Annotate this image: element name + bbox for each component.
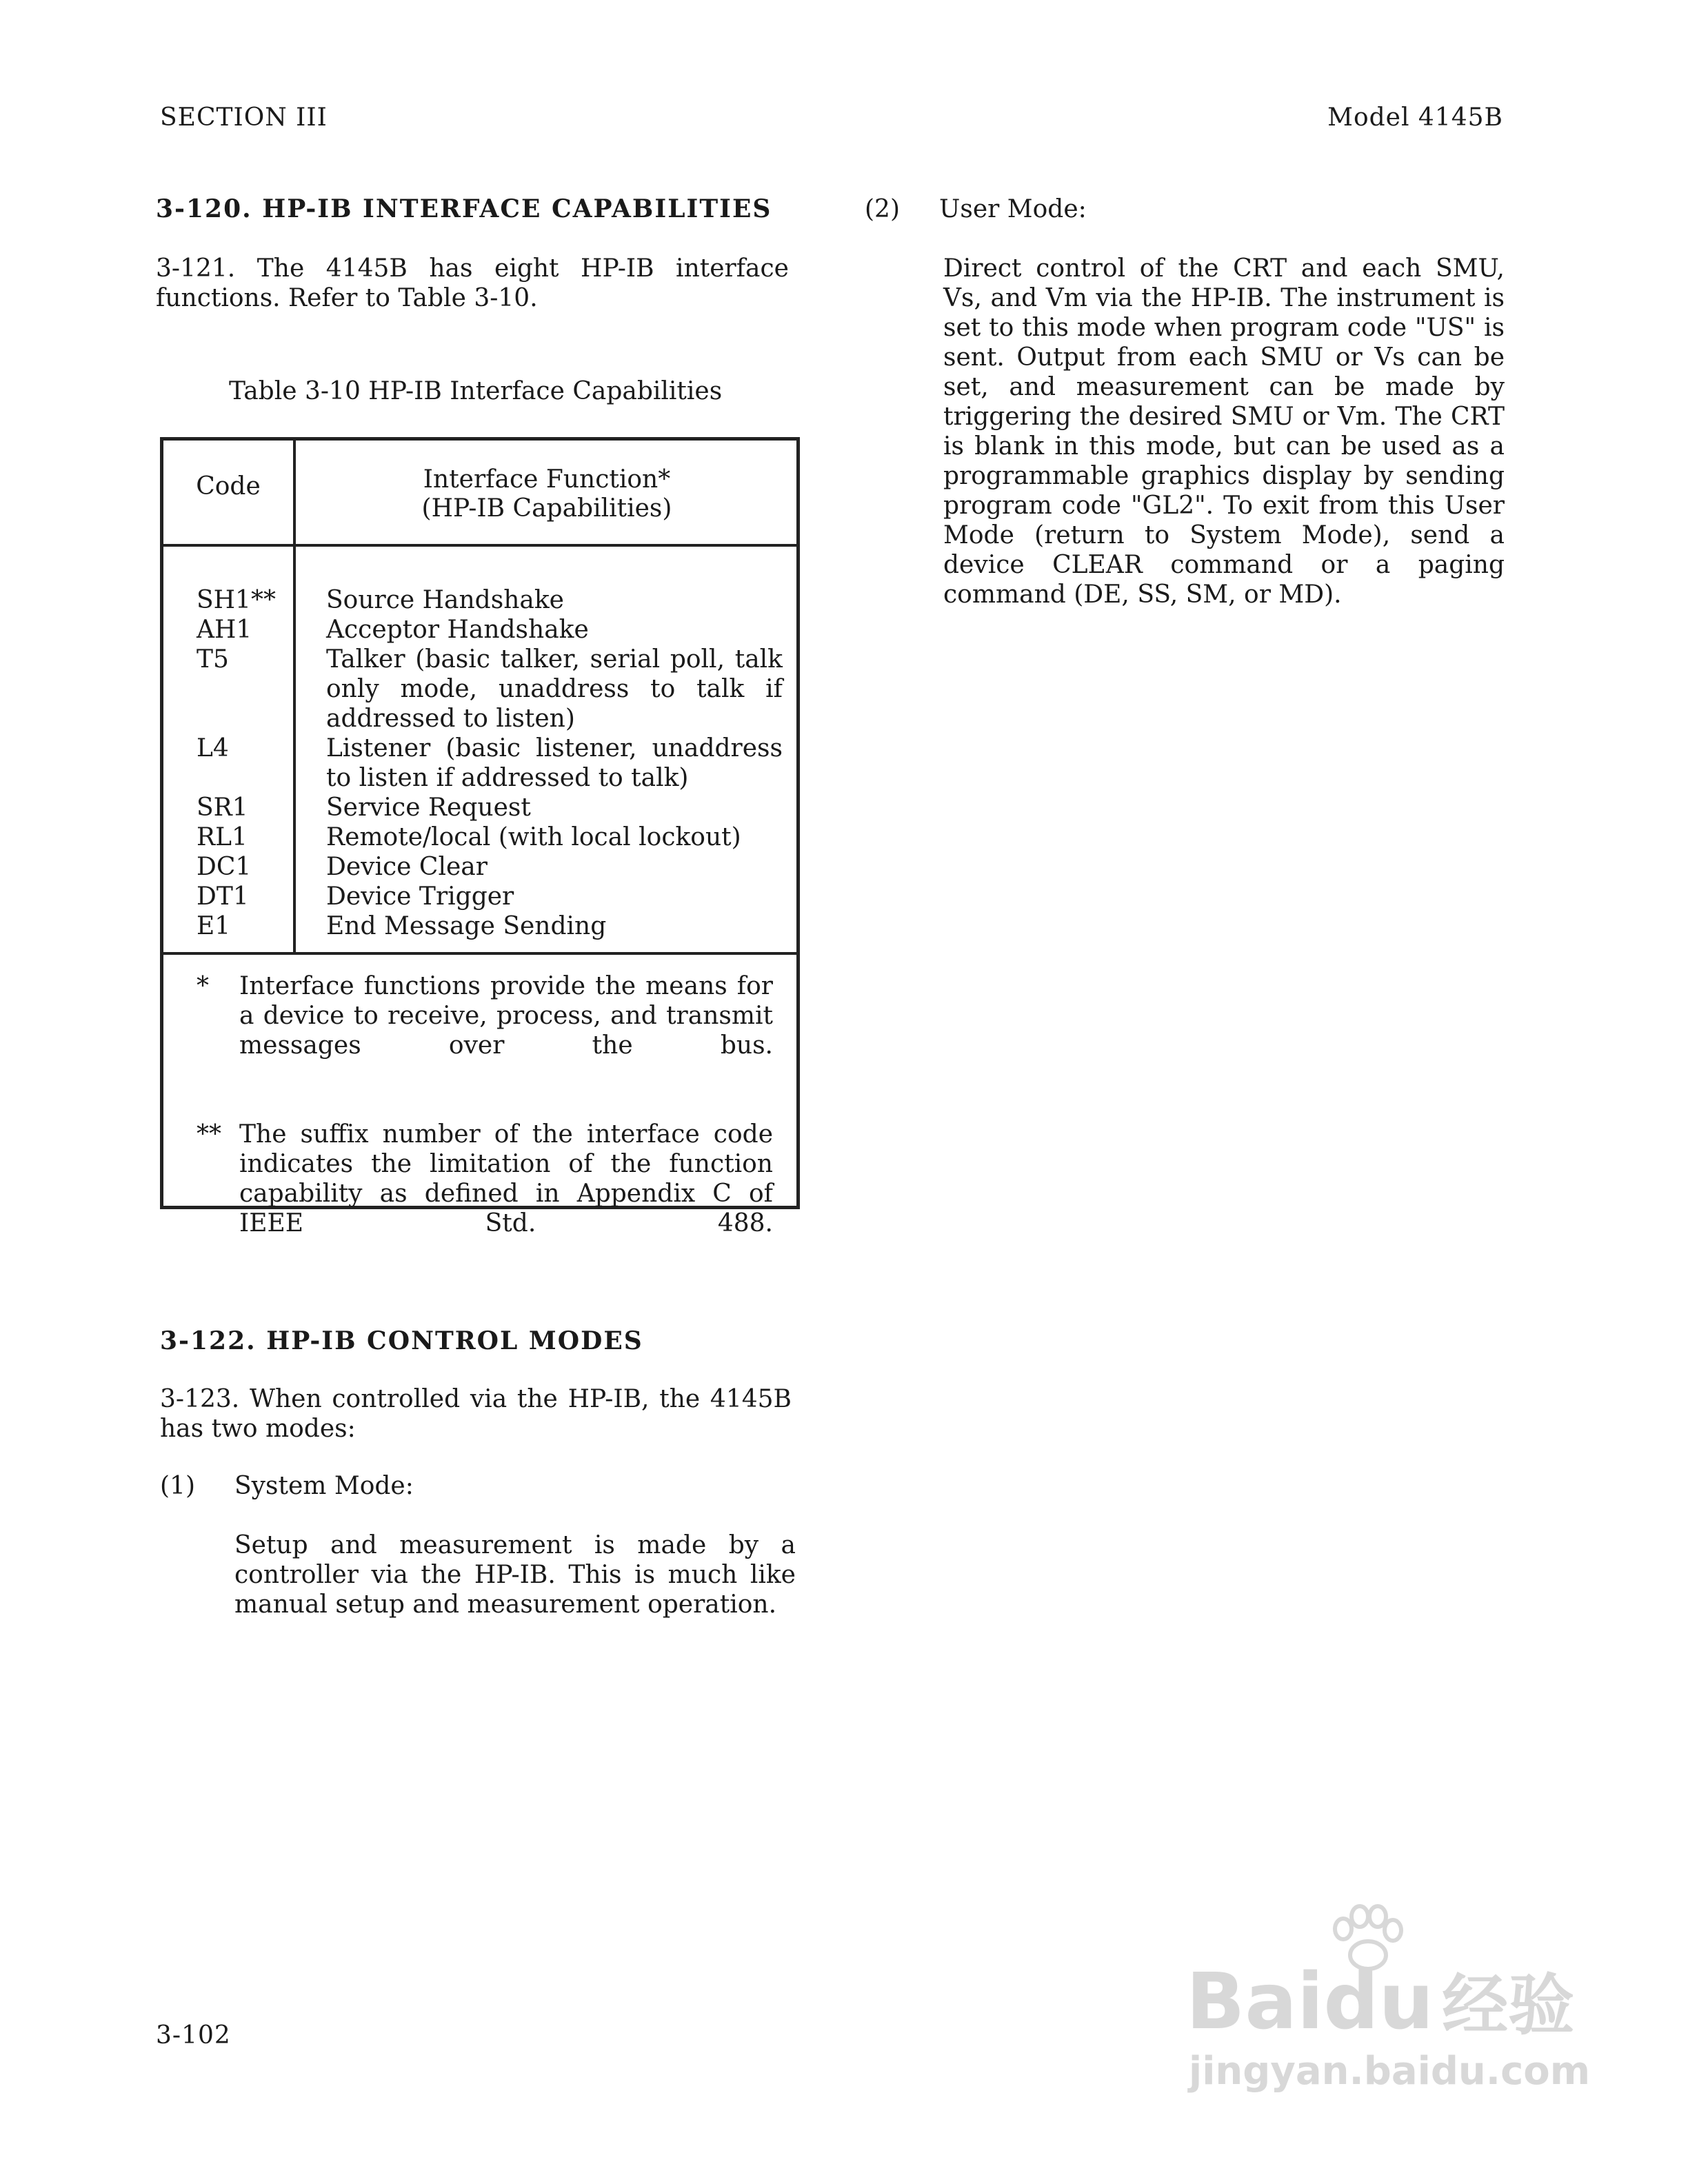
function-column-header	[296, 465, 798, 523]
mode1-description: Setup and measurement is made by a controller via the HP-IB. This is much like manual setup and measurement operation.	[234, 1531, 796, 1619]
code-column-header: Code	[196, 472, 261, 501]
row-function: End Message Sending	[326, 912, 607, 940]
section-label: SECTION III	[160, 103, 328, 132]
mode1-title: System Mode:	[234, 1472, 414, 1500]
function-header-line1: Interface Function*	[423, 465, 671, 494]
row-function: Device Trigger	[326, 882, 514, 911]
mode2-number: (2)	[865, 195, 900, 223]
table-header-divider	[163, 544, 796, 547]
footnote-text: Interface functions provide the means for a device to receive, process, and transmit messages over the bus.	[239, 972, 773, 1060]
row-function: Talker (basic talker, serial poll, talk only mode, unaddress to talk if addressed to listen)	[326, 645, 783, 733]
row-code: DT1	[197, 882, 249, 911]
mode1-number: (1)	[160, 1472, 195, 1500]
table-body	[197, 585, 783, 941]
baidu-watermark	[1186, 1903, 1591, 2110]
paragraph-3-123: 3-123. When controlled via the HP-IB, the 4145B has two modes:	[160, 1385, 792, 1443]
row-code: AH1	[197, 616, 252, 644]
row-code: E1	[197, 912, 231, 940]
table-row	[197, 585, 783, 615]
table-row	[197, 645, 783, 734]
table-footnotes	[197, 971, 773, 1297]
mode2-title: User Mode:	[939, 195, 1087, 223]
table-row	[197, 615, 783, 645]
table-row	[197, 822, 783, 852]
model-label: Model 4145B	[1327, 103, 1503, 132]
row-code: L4	[197, 734, 229, 762]
row-function: Source Handshake	[326, 586, 564, 614]
mode2-description: Direct control of the CRT and each SMU, Vs, and Vm via the HP-IB. The instrument is set to this mode when program code "US" is sent. Output from each SMU or Vs can be set, and measurement can be made by triggering the desired SMU or Vm. The CRT is blank in this mode, but can be used as a programmable graphics display by sending program code "GL2". To exit from this User Mode (return to System Mode), send a device CLEAR command or a paging command (DE, SS, SM, or MD).	[943, 254, 1505, 609]
row-function: Remote/local (with local lockout)	[326, 823, 741, 851]
row-code: SH1**	[197, 586, 276, 614]
watermark-brand-a: Bai	[1186, 1957, 1324, 2047]
interface-capabilities-table	[160, 437, 800, 1237]
function-header-line2: (HP-IB Capabilities)	[421, 494, 672, 523]
watermark-brand-cn: 经验	[1442, 1967, 1575, 2044]
footnote	[197, 1120, 773, 1268]
row-code: SR1	[197, 793, 248, 822]
row-function: Device Clear	[326, 853, 488, 881]
row-function: Service Request	[326, 793, 531, 822]
footnote-mark: *	[197, 972, 209, 1000]
footnote-text: The suffix number of the interface code indicates the limitation of the function capability as defined in Appendix C of IEEE Std. 488.	[239, 1120, 773, 1237]
table-row	[197, 911, 783, 941]
row-function: Acceptor Handshake	[326, 616, 589, 644]
row-function: Listener (basic listener, unaddress to listen if addressed to talk)	[326, 734, 783, 792]
heading-3-120: 3-120. HP-IB INTERFACE CAPABILITIES	[156, 194, 772, 223]
table-row	[197, 852, 783, 882]
table-row	[197, 882, 783, 911]
footnote	[197, 971, 773, 1090]
table-notes-divider	[163, 952, 796, 955]
heading-3-122: 3-122. HP-IB CONTROL MODES	[160, 1326, 643, 1355]
paragraph-3-121: 3-121. The 4145B has eight HP-IB interface functions. Refer to Table 3-10.	[156, 254, 789, 312]
table-caption: Table 3-10 HP-IB Interface Capabilities	[229, 377, 723, 405]
table-row	[197, 734, 783, 793]
table-row	[197, 793, 783, 822]
watermark-url: jingyan.baidu.com	[1189, 2049, 1591, 2094]
page-number: 3-102	[156, 2021, 231, 2050]
row-code: DC1	[197, 853, 252, 881]
watermark-brand-b: du	[1323, 1957, 1434, 2047]
row-code: RL1	[197, 823, 248, 851]
footnote-mark: **	[197, 1120, 221, 1149]
row-code: T5	[197, 645, 229, 674]
